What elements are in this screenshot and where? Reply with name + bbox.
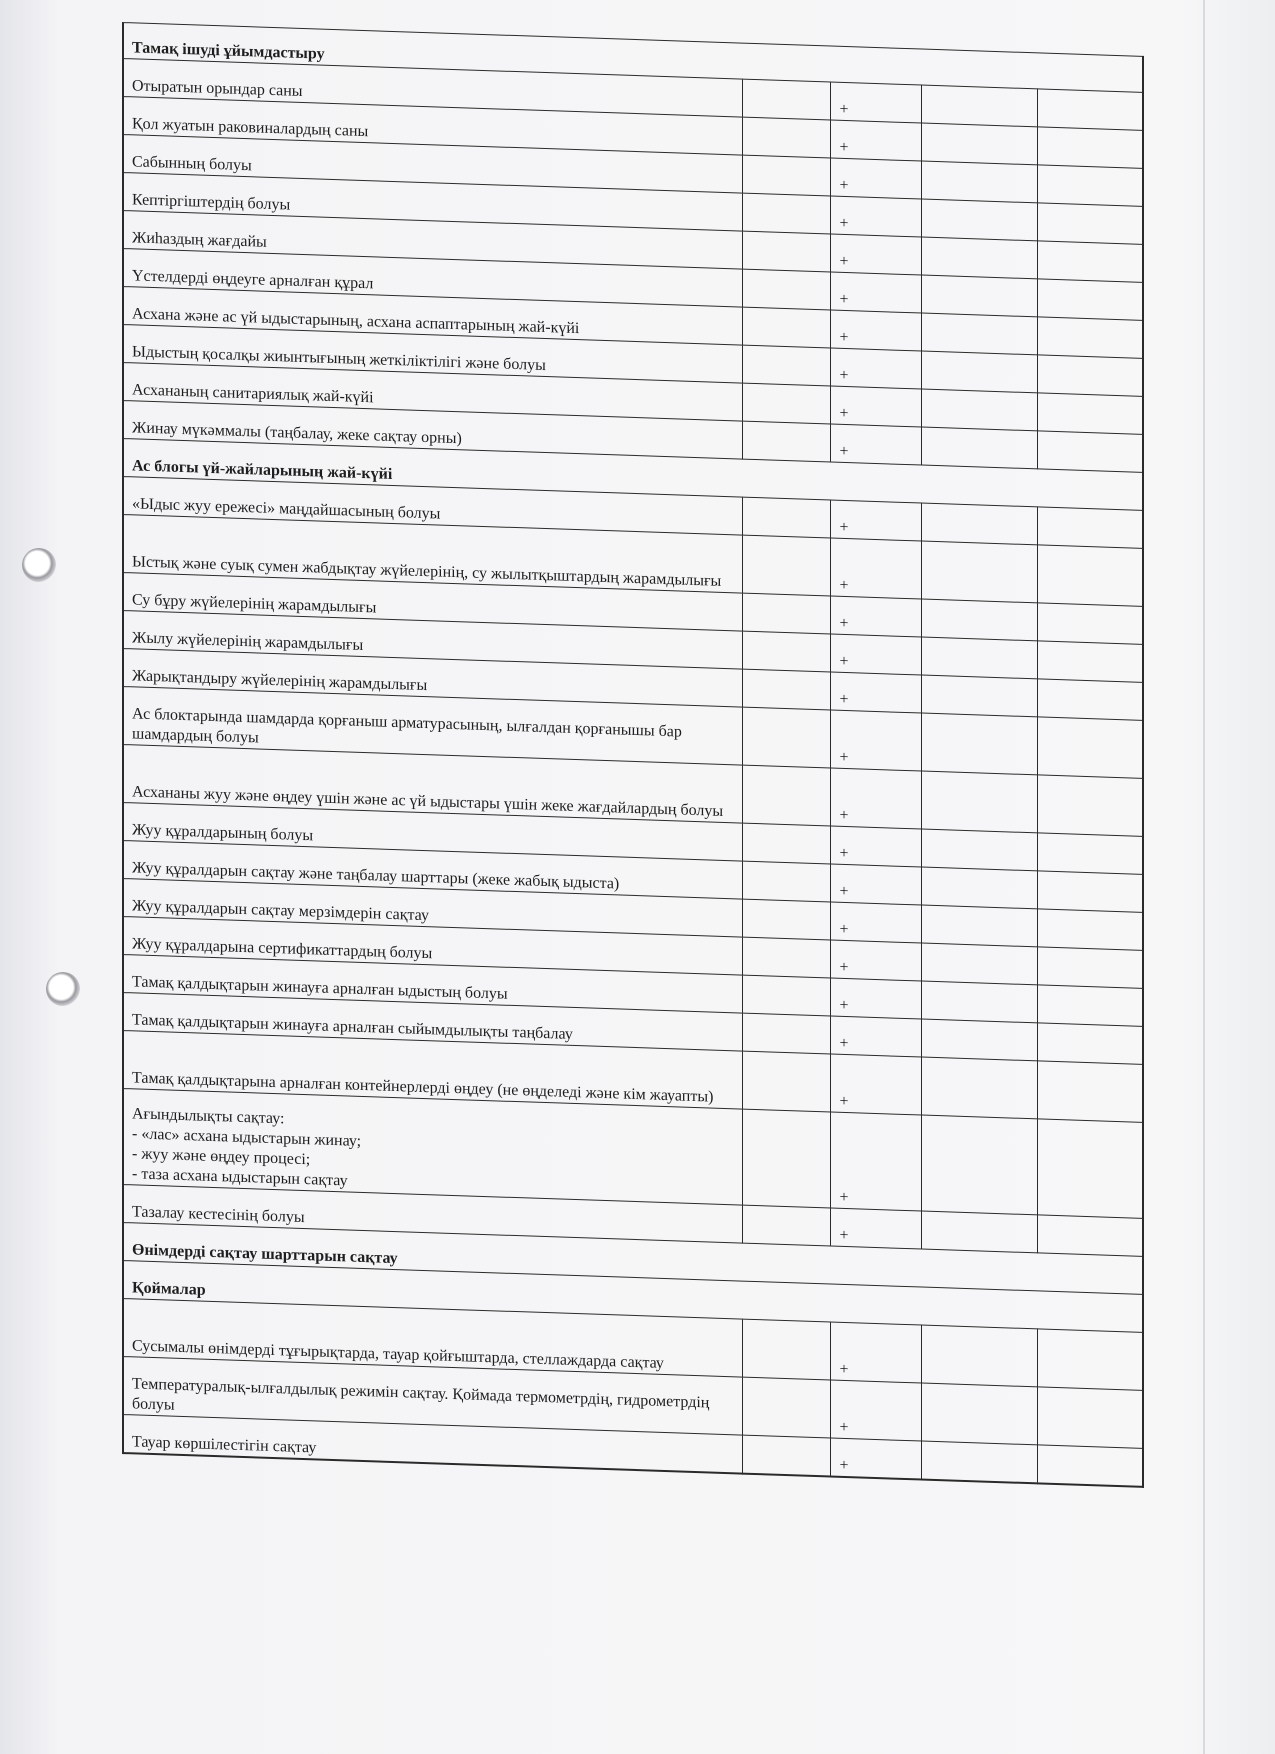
checklist-table bbox=[122, 22, 1144, 1487]
row-label: Жуу құралдарын сақтау және таңбалау шарттары (жеке жабық ыдыста) bbox=[123, 841, 742, 900]
row-label: Жуу құралдарының болуы bbox=[123, 803, 742, 862]
row-mark: + bbox=[831, 596, 922, 637]
row-mark: + bbox=[831, 672, 922, 713]
punch-hole-lower bbox=[46, 972, 80, 1006]
row-mark: + bbox=[831, 1016, 922, 1057]
row-mark: + bbox=[831, 768, 922, 829]
row-mark: + bbox=[831, 234, 922, 275]
row-mark: + bbox=[831, 196, 922, 237]
row-label: «Ыдыс жуу ережесі» маңдайшасының болуы bbox=[123, 477, 742, 536]
row-mark: + bbox=[831, 710, 922, 771]
row-label: Қол жуатын раковиналардың саны bbox=[123, 97, 742, 156]
row-mark: + bbox=[831, 1438, 922, 1479]
row-label: Асхана және ас үй ыдыстарының, асхана аспаптарының жай-күйі bbox=[123, 287, 742, 346]
row-mark: + bbox=[831, 538, 922, 599]
row-label: Сабынның болуы bbox=[123, 135, 742, 194]
row-label: Ыстық және суық сумен жабдықтау жүйелерінің, су жылытқыштардың жарамдылығы bbox=[123, 515, 742, 594]
row-mark: + bbox=[831, 634, 922, 675]
row-mark: + bbox=[831, 864, 922, 905]
row-mark: + bbox=[831, 158, 922, 199]
section-title: Қоймалар bbox=[123, 1261, 1143, 1333]
row-label: Температуралық-ылғалдылық режимін сақтау. Қоймада термометрдің, гидрометрдің болуы bbox=[123, 1357, 742, 1436]
row-mark: + bbox=[831, 826, 922, 867]
row-mark: + bbox=[831, 902, 922, 943]
row-label: Сусымалы өнімдерді тұғырықтарда, тауар қойғыштарда, стеллаждарда сақтау bbox=[123, 1299, 742, 1378]
row-label: Тамақ қалдықтарын жинауға арналған сыйымдылықты таңбалау bbox=[123, 993, 742, 1052]
row-mark: + bbox=[831, 1322, 922, 1383]
row-label: Асхананы жуу және өңдеу үшін және ас үй ыдыстары үшін жеке жағдайлардың болуы bbox=[123, 745, 742, 824]
section-title: Өнімдерді сақтау шарттарын сақтау bbox=[123, 1223, 1143, 1295]
row-label: Жуу құралдарына сертификаттардың болуы bbox=[123, 917, 742, 976]
row-mark: + bbox=[831, 1380, 922, 1441]
row-label: Жиһаздың жағдайы bbox=[123, 211, 742, 270]
row-label: Ыдыстың қосалқы жиынтығының жеткіліктілігі және болуы bbox=[123, 325, 742, 384]
row-label: Тауар көршілестігін сақтау bbox=[123, 1415, 742, 1474]
row-label: Су бұру жүйелерінің жарамдылығы bbox=[123, 573, 742, 632]
row-mark: + bbox=[831, 978, 922, 1019]
row-mark: + bbox=[831, 272, 922, 313]
row-label: Жинау мүкәммалы (таңбалау, жеке сақтау орны) bbox=[123, 401, 742, 460]
row-label: Асхананың санитариялық жай-күйі bbox=[123, 363, 742, 422]
row-label: Жуу құралдарын сақтау мерзімдерін сақтау bbox=[123, 879, 742, 938]
scanned-checklist-page bbox=[122, 22, 1144, 1487]
row-mark: + bbox=[831, 82, 922, 123]
row-mark: + bbox=[831, 500, 922, 541]
row-label: Жылу жүйелерінің жарамдылығы bbox=[123, 611, 742, 670]
row-label: Үстелдерді өңдеуге арналған құрал bbox=[123, 249, 742, 308]
row-mark: + bbox=[831, 1208, 922, 1249]
row-mark: + bbox=[831, 310, 922, 351]
row-mark: + bbox=[831, 348, 922, 389]
punch-hole-upper bbox=[22, 548, 56, 582]
row-mark: + bbox=[831, 940, 922, 981]
row-label: Жарықтандыру жүйелерінің жарамдылығы bbox=[123, 649, 742, 708]
row-label: Ас блоктарында шамдарда қорғаныш арматурасының, ылғалдан қорғанышы бар шамдардың болуы bbox=[123, 687, 742, 766]
row-label: Отыратын орындар саны bbox=[123, 59, 742, 118]
row-mark: + bbox=[831, 424, 922, 465]
row-label: Ағындылықты сақтау: - «лас» асхана ыдыстарын жинау; - жуу және өңдеу процесі; - таза асхана ыдыстарын сақтау bbox=[123, 1089, 742, 1206]
paper-edge bbox=[1203, 0, 1205, 1754]
row-label: Тазалау кестесінің болуы bbox=[123, 1185, 742, 1244]
row-label: Тамақ қалдықтарын жинауға арналған ыдыстың болуы bbox=[123, 955, 742, 1014]
section-title: Ас блогы үй-жайларының жай-күйі bbox=[123, 439, 1143, 511]
row-label: Кептіргіштердің болуы bbox=[123, 173, 742, 232]
row-label: Тамақ қалдықтарына арналған контейнерлерді өңдеу (не өңделеді және кім жауапты) bbox=[123, 1031, 742, 1110]
row-mark: + bbox=[831, 1112, 922, 1211]
section-title: Тамақ ішуді ұйымдастыру bbox=[123, 23, 1143, 93]
row-mark: + bbox=[831, 120, 922, 161]
row-mark: + bbox=[831, 1054, 922, 1115]
row-mark: + bbox=[831, 386, 922, 427]
